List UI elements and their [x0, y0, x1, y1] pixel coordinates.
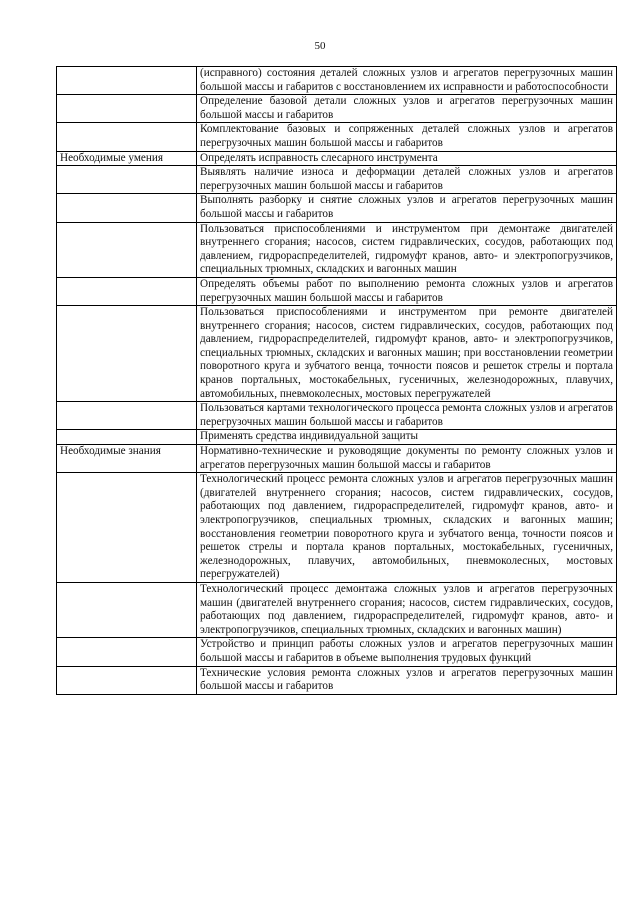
row-label-continuation — [57, 473, 197, 583]
table-row — [57, 222, 617, 277]
row-text: Применять средства индивидуальной защиты — [197, 430, 617, 445]
table-row — [57, 582, 617, 637]
row-text: Пользоваться приспособлениями и инструментом при ремонте двигателей внутреннего сгорания; насосов, систем гидравлических, сосудов, работающих под давлением, гидрораспределителей, гидромуфт кранов, авто- и электропогрузчиков, специальных трюмных, складских и вагонных машин; при восстановлении геометрии поворотного круга и зубчатого венца, точности поясов и решеток стрелы и портала кранов портальных, мостокабельных, гусеничных, железнодорожных, плавучих, автомобильных, пневмоколесных, мостовых перегружателей — [197, 306, 617, 402]
row-text: Технологический процесс ремонта сложных узлов и агрегатов перегрузочных машин (двигателей внутреннего сгорания; насосов, систем гидравлических, сосудов, работающих под давлением, гидрораспределителей, гидромуфт кранов, авто- и электропогрузчиков, специальных трюмных, складских и вагонных машин; восстановления геометрии поворотного круга и зубчатого венца, точности поясов и решеток стрелы и портала кранов портальных, мостокабельных, гусеничных, железнодорожных, плавучих, автомобильных, пневмоколесных, мостовых перегружателей) — [197, 473, 617, 583]
table-row — [57, 166, 617, 194]
table-row — [57, 151, 617, 166]
row-label-continuation — [57, 166, 197, 194]
row-label-continuation — [57, 194, 197, 222]
row-text: Определять исправность слесарного инструмента — [197, 151, 617, 166]
row-text: Определение базовой детали сложных узлов и агрегатов перегрузочных машин большой массы и габаритов — [197, 95, 617, 123]
row-label-continuation — [57, 123, 197, 151]
row-text: (исправного) состояния деталей сложных узлов и агрегатов перегрузочных машин большой массы и габаритов с восстановлением их исправности и работоспособности — [197, 67, 617, 95]
table-row — [57, 473, 617, 583]
row-text: Пользоваться картами технологического процесса ремонта сложных узлов и агрегатов перегрузочных машин большой массы и габаритов — [197, 402, 617, 430]
section-label-skills: Необходимые умения — [57, 151, 197, 166]
table-row — [57, 430, 617, 445]
table-row — [57, 638, 617, 666]
row-label-continuation — [57, 402, 197, 430]
table-row — [57, 194, 617, 222]
row-label-continuation — [57, 306, 197, 402]
row-label-continuation — [57, 430, 197, 445]
table-row — [57, 666, 617, 694]
section-label-knowledge: Необходимые знания — [57, 445, 197, 473]
table-row — [57, 95, 617, 123]
table-row — [57, 306, 617, 402]
row-label-continuation — [57, 222, 197, 277]
row-text: Технологический процесс демонтажа сложных узлов и агрегатов перегрузочных машин (двигателей внутреннего сгорания; насосов, систем гидравлических, сосудов, работающих под давлением, гидрораспределителей, гидромуфт кранов, авто- и электропогрузчиков, специальных трюмных, складских и вагонных машин) — [197, 582, 617, 637]
table-row — [57, 402, 617, 430]
table-row — [57, 67, 617, 95]
row-label-continuation — [57, 277, 197, 305]
row-label — [57, 67, 197, 95]
table-row — [57, 277, 617, 305]
page-number: 50 — [314, 40, 326, 52]
row-text: Определять объемы работ по выполнению ремонта сложных узлов и агрегатов перегрузочных машин большой массы и габаритов — [197, 277, 617, 305]
row-text: Пользоваться приспособлениями и инструментом при демонтаже двигателей внутреннего сгорания; насосов, систем гидравлических, сосудов, работающих под давлением, гидрораспределителей, гидромуфт кранов, авто- и электропогрузчиков, специальных трюмных, складских и вагонных машин — [197, 222, 617, 277]
competency-table — [56, 66, 617, 695]
row-text: Выполнять разборку и снятие сложных узлов и агрегатов перегрузочных машин большой массы и габаритов — [197, 194, 617, 222]
table-row — [57, 123, 617, 151]
row-label-continuation — [57, 638, 197, 666]
row-text: Комплектование базовых и сопряженных деталей сложных узлов и агрегатов перегрузочных машин большой массы и габаритов — [197, 123, 617, 151]
table-row — [57, 445, 617, 473]
row-label-continuation — [57, 95, 197, 123]
row-label-continuation — [57, 582, 197, 637]
row-text: Выявлять наличие износа и деформации деталей сложных узлов и агрегатов перегрузочных машин большой массы и габаритов — [197, 166, 617, 194]
row-text: Технические условия ремонта сложных узлов и агрегатов перегрузочных машин большой массы и габаритов — [197, 666, 617, 694]
row-text: Устройство и принцип работы сложных узлов и агрегатов перегрузочных машин большой массы и габаритов в объеме выполнения трудовых функций — [197, 638, 617, 666]
row-label-continuation — [57, 666, 197, 694]
row-text: Нормативно-технические и руководящие документы по ремонту сложных узлов и агрегатов перегрузочных машин большой массы и габаритов — [197, 445, 617, 473]
